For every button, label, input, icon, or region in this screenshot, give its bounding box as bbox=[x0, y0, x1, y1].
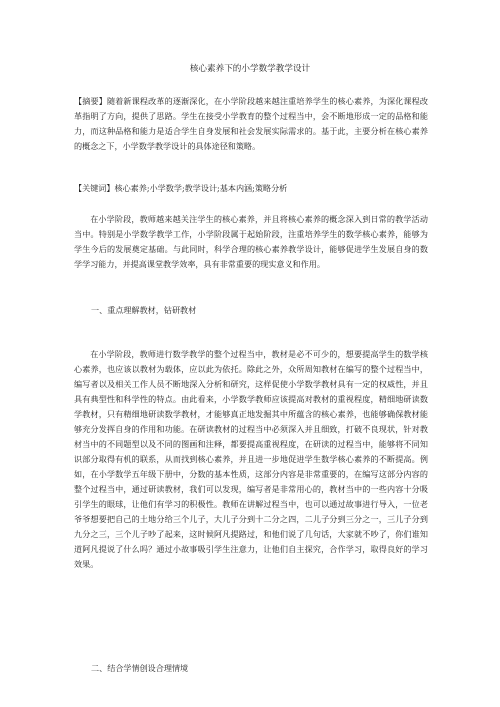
section-heading-2: 二、结合学情创设合理情境 bbox=[91, 663, 189, 673]
intro-paragraph: 在小学阶段，教师越来越关注学生的核心素养，并且将核心素养的概念深入到日常的教学活动当中。特别是小学数学教学工作，小学阶段属于起始阶段，注重培养学生的数学核心素养，能够为学生今后的发展奠定基础。与此同时，科学合理的核心素养教学设计，能够促进学生发展自身的数学学习能力，并提高课堂教学效率，具有非常重要的现实意义和作用。 bbox=[74, 214, 428, 269]
document-title: 核心素养下的小学数学教学设计 bbox=[189, 64, 311, 74]
abstract-paragraph: 【摘要】随着新课程改革的逐渐深化，在小学阶段越来越注重培养学生的核心素养，为深化课程改革指明了方向，提供了思路。学生在接受小学教育的整个过程当中，会不断地形成一定的品格和能力，而这种品格和能力是适合学生自身发展和社会发展实际需求的。基于此，主要分析在核心素养的概念之下，小学数学教学设计的具体途径和策略。 bbox=[74, 96, 428, 151]
keywords-paragraph: 【关键词】核心素养;小学数学;教学设计;基本内涵;策略分析 bbox=[74, 183, 288, 193]
section-1-paragraph: 在小学阶段，教师进行数学教学的整个过程当中，教材是必不可少的，想要提高学生的数学核心素养，也应该以教材为载体，应以此为依托。除此之外，众所周知教材在编写的整个过程当中，编写者以及相关工作人员不断地深入分析和研究，这样促使小学数学教材具有一定的权威性，并且具有典型性和科学性的特点。由此看来，小学数学教师应该提高对教材的重视程度，精细地研读数学教材，只有精细地研读数学教材，才能够真正地发掘其中所蕴含的核心素养，也能够确保教材能够充分发挥自身的作用和功能。在研读教材的过程当中必须深入并且细致，打破不良现状，针对教材当中的不同题型以及不同的图画和注释，都要提高重视程度，在研读的过程当中，能够将不同知识部分取得有机的联系，从而找到核心素养，并且进一步地促进学生数学核心素养的不断提高。例如，在小学数学五年级下册中，分数的基本性质，这部分内容是非常重要的，在编写这部分内容的整个过程当中，通过研读教材，我们可以发现，编写者是非常用心的，教材当中的一些内容十分吸引学生的眼球，让他们有学习的积极性。教师在讲解过程当中，也可以通过故事进行导入，一位老爷爷想要把自己的土地分给三个儿子，大儿子分到十二分之四，二儿子分到三分之一，三儿子分到九分之三，三个儿子吵了起来，这时候阿凡提路过，和他们说了几句话，大家就不吵了，你们谁知道阿凡提说了什么吗？通过小故事吸引学生注意力，让他们自主探究，合作学习，取得良好的学习效果。 bbox=[74, 349, 428, 569]
section-heading-1: 一、重点理解教材，钻研教材 bbox=[91, 305, 197, 315]
